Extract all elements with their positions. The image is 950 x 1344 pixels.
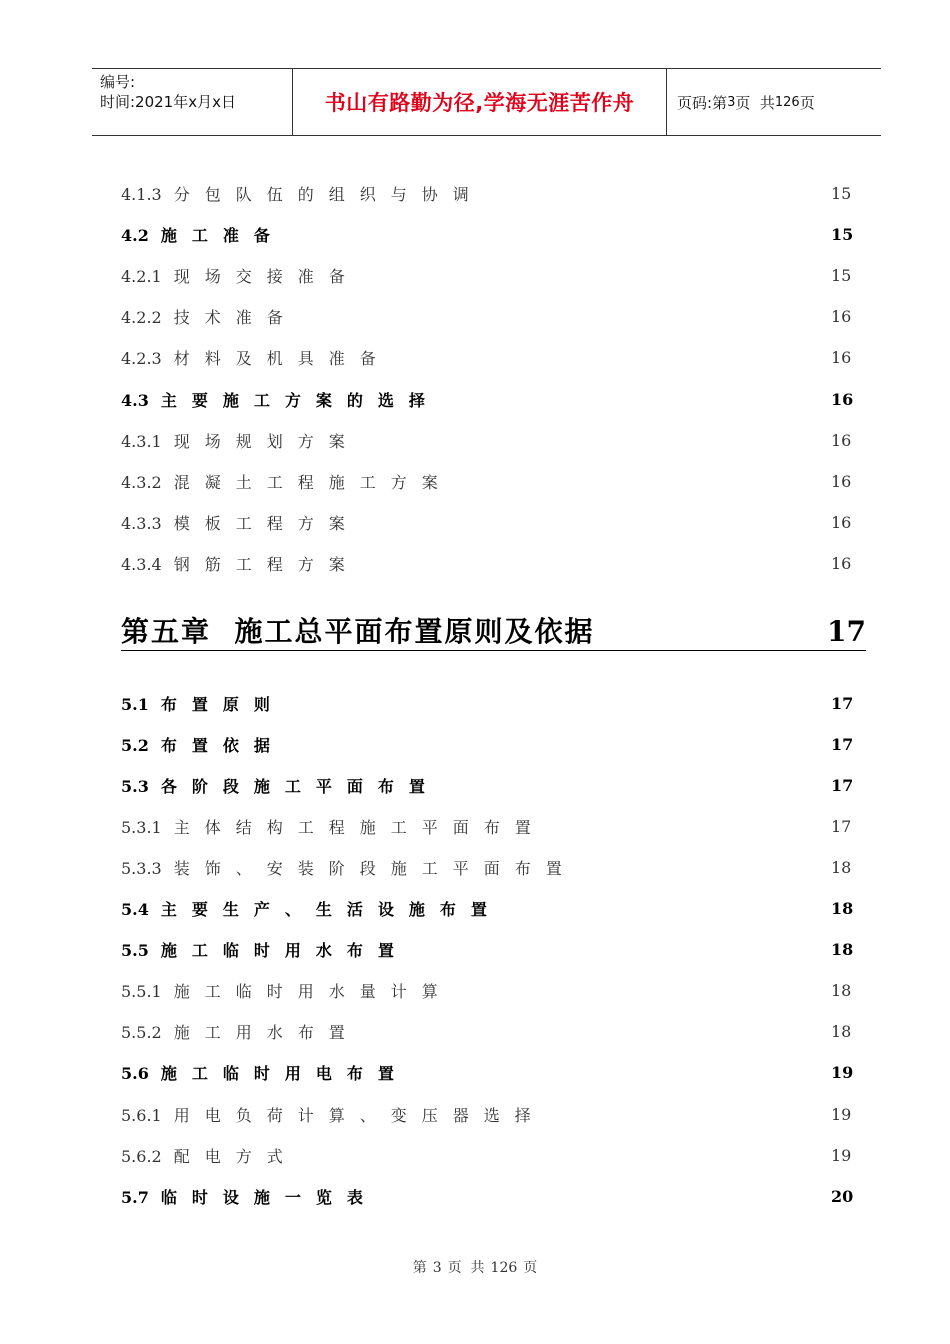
toc-entry-label — [121, 1061, 409, 1084]
toc-entry-page: 19 — [831, 1063, 854, 1083]
toc-entry-title: 现场交接准备 — [173, 266, 360, 286]
toc-entry-code: 4.3.4 — [121, 555, 162, 575]
toc-entry-title: 用电负荷计算、变压器选择 — [173, 1105, 546, 1125]
toc-entry-label — [121, 346, 391, 369]
toc-entry-code: 5.3 — [121, 776, 149, 796]
toc-entry-code: 5.6 — [121, 1064, 149, 1084]
toc-entry-page: 19 — [831, 1145, 852, 1165]
toc-entry-title: 各阶段施工平面布置 — [160, 776, 440, 796]
toc-entry[interactable] — [121, 855, 851, 879]
toc-entry-label — [121, 429, 360, 452]
toc-entry[interactable] — [121, 387, 854, 411]
toc-entry-title: 装饰、安装阶段施工平面布置 — [173, 858, 577, 878]
toc-entry-label — [121, 938, 409, 961]
toc-entry-page: 18 — [831, 899, 854, 918]
toc-entry[interactable] — [121, 979, 851, 1003]
toc-entry-code: 5.6.1 — [121, 1105, 162, 1125]
toc-entry-label — [121, 733, 285, 756]
toc-entry-code: 4.3 — [121, 390, 149, 410]
toc-entry-page: 15 — [831, 265, 852, 285]
toc-entry-page: 18 — [831, 857, 852, 877]
header-page-total: 126 — [774, 94, 800, 110]
toc-entry-code: 5.5 — [121, 941, 149, 961]
toc-entry-title: 施工临时用水布置 — [160, 941, 409, 961]
toc-entry[interactable] — [121, 428, 851, 452]
toc-entry[interactable] — [121, 1143, 851, 1167]
toc-entry-page: 20 — [831, 1186, 854, 1206]
toc-entry-page: 16 — [831, 389, 854, 409]
header-number-label: 编号: — [100, 73, 136, 91]
toc-entry-code: 5.4 — [121, 900, 149, 919]
toc-entry-page: 16 — [831, 348, 852, 368]
toc-entry-title: 主要生产、生活设施布置 — [160, 900, 502, 919]
header-time-label: 时间:2021年x月x日 — [100, 93, 236, 111]
toc-entry-label — [121, 1185, 378, 1208]
toc-entry-page: 18 — [831, 940, 854, 960]
page-footer — [0, 1257, 950, 1277]
toc-entry-page: 17 — [831, 816, 852, 836]
toc-entry-title: 现场规划方案 — [173, 431, 360, 451]
toc-entry[interactable] — [121, 469, 851, 493]
toc-entry-page: 17 — [831, 693, 854, 713]
toc-entry-title: 分包队伍的组织与协调 — [173, 184, 484, 204]
footer-total: 126 — [490, 1260, 518, 1276]
footer-mid: 页 共 — [447, 1260, 485, 1276]
toc-entry-code: 5.1 — [121, 694, 149, 714]
toc-entry-page: 17 — [831, 734, 854, 754]
toc-entry-page: 16 — [831, 430, 852, 450]
toc-entry-page: 18 — [831, 1022, 852, 1042]
toc-entry[interactable] — [121, 1102, 851, 1126]
toc-entry[interactable] — [121, 773, 854, 797]
toc-entry[interactable] — [121, 181, 851, 205]
toc-entry[interactable] — [121, 263, 851, 287]
toc-entry-page: 16 — [831, 307, 852, 327]
toc-entry-code: 4.2.3 — [121, 349, 162, 369]
toc-entry-code: 4.2 — [121, 225, 149, 245]
toc-entry-label — [121, 305, 298, 328]
toc-entry-code: 4.3.2 — [121, 472, 162, 492]
toc-entry[interactable] — [121, 1061, 854, 1085]
toc-entry[interactable] — [121, 814, 851, 838]
header-page-current: 3 — [727, 94, 736, 110]
toc-entry-title: 模板工程方案 — [173, 514, 360, 534]
toc-entry-label — [121, 774, 440, 797]
footer-current: 3 — [432, 1260, 442, 1276]
header-meta — [92, 69, 293, 135]
chapter-heading[interactable] — [121, 612, 866, 651]
toc-entry[interactable] — [121, 1020, 851, 1044]
toc-entry-title: 技术准备 — [173, 308, 298, 328]
toc-entry-code: 4.2.1 — [121, 266, 162, 286]
toc-entry-page: 19 — [831, 1104, 852, 1124]
toc-entry[interactable] — [121, 938, 854, 962]
toc-entry-title: 主要施工方案的选择 — [160, 390, 440, 410]
toc-entry-code: 4.2.2 — [121, 308, 162, 328]
toc-entry-label — [121, 1144, 298, 1167]
toc-entry[interactable] — [121, 222, 854, 246]
toc-entry-title: 混凝土工程施工方案 — [173, 472, 453, 492]
toc-entry-title: 材料及机具准备 — [173, 349, 391, 369]
toc-entry-label — [121, 552, 360, 575]
toc-entry-page: 16 — [831, 471, 852, 491]
page-header — [92, 68, 881, 136]
toc-entry-code: 5.6.2 — [121, 1146, 162, 1166]
toc-entry-page: 18 — [831, 981, 852, 1001]
toc-entry-title: 布置原则 — [160, 694, 285, 714]
toc-entry-page: 16 — [831, 513, 852, 533]
toc-entry-code: 5.3.3 — [121, 858, 162, 878]
toc-entry-code: 5.5.2 — [121, 1023, 162, 1043]
toc-entry[interactable] — [121, 732, 854, 756]
footer-suffix: 页 — [523, 1260, 538, 1276]
toc-entry-title: 钢筋工程方案 — [173, 555, 360, 575]
toc-entry[interactable] — [121, 305, 851, 329]
toc-entry-title: 施工临时用水量计算 — [173, 982, 453, 1002]
toc-entry[interactable] — [121, 346, 851, 370]
toc-entry-label — [121, 264, 360, 287]
toc-entry-title: 布置依据 — [160, 735, 285, 755]
toc-entry-page: 15 — [831, 224, 854, 244]
toc-entry[interactable] — [121, 691, 854, 715]
footer-prefix: 第 — [412, 1260, 427, 1276]
toc-entry-code: 5.5.1 — [121, 982, 162, 1002]
toc-entry-code: 4.1.3 — [121, 184, 162, 204]
toc-entry-page: 17 — [831, 775, 854, 795]
toc-entry-label — [121, 470, 453, 493]
toc-entry-title: 主体结构工程施工平面布置 — [173, 817, 546, 837]
toc-entry-label — [121, 897, 502, 920]
toc-entry-title: 临时设施一览表 — [160, 1187, 378, 1207]
toc-entry-label — [121, 182, 484, 205]
toc-entry-label — [121, 223, 285, 246]
header-page-info — [667, 69, 881, 135]
toc-entry-label — [121, 511, 360, 534]
toc-entry-title: 施工准备 — [160, 225, 285, 245]
header-motto: 书山有路勤为径,学海无涯苦作舟 — [293, 69, 667, 135]
toc-entry-label — [121, 856, 577, 879]
toc-entry-title: 配电方式 — [173, 1146, 298, 1166]
header-page-mid: 页 共 — [735, 93, 775, 112]
header-page-suffix: 页 — [799, 93, 815, 112]
toc-entry-code: 5.7 — [121, 1187, 149, 1207]
toc-entry-label — [121, 815, 546, 838]
toc-entry-title: 施工用水布置 — [173, 1023, 360, 1043]
toc-entry[interactable] — [121, 1184, 854, 1208]
toc-entry-page: 16 — [831, 554, 852, 574]
toc-entry-page: 15 — [831, 183, 852, 203]
toc-entry-code: 5.3.1 — [121, 817, 162, 837]
toc-entry-title: 施工临时用电布置 — [160, 1064, 409, 1084]
toc-entry-code: 4.3.1 — [121, 431, 162, 451]
toc-entry-label — [121, 1103, 546, 1126]
toc-entry-label — [121, 979, 453, 1002]
toc-entry[interactable] — [121, 511, 851, 535]
chapter-title: 第五章 施工总平面布置原则及依据 — [121, 615, 595, 648]
toc-entry-label — [121, 388, 440, 411]
header-page-prefix: 页码:第 — [677, 93, 728, 112]
chapter-page: 17 — [827, 615, 866, 648]
toc-entry-label — [121, 1020, 360, 1043]
toc-entry-code: 5.2 — [121, 735, 149, 755]
toc-entry-code: 4.3.3 — [121, 514, 162, 534]
toc-entry[interactable] — [121, 897, 854, 921]
toc-entry[interactable] — [121, 552, 851, 576]
toc-entry-label — [121, 692, 285, 715]
